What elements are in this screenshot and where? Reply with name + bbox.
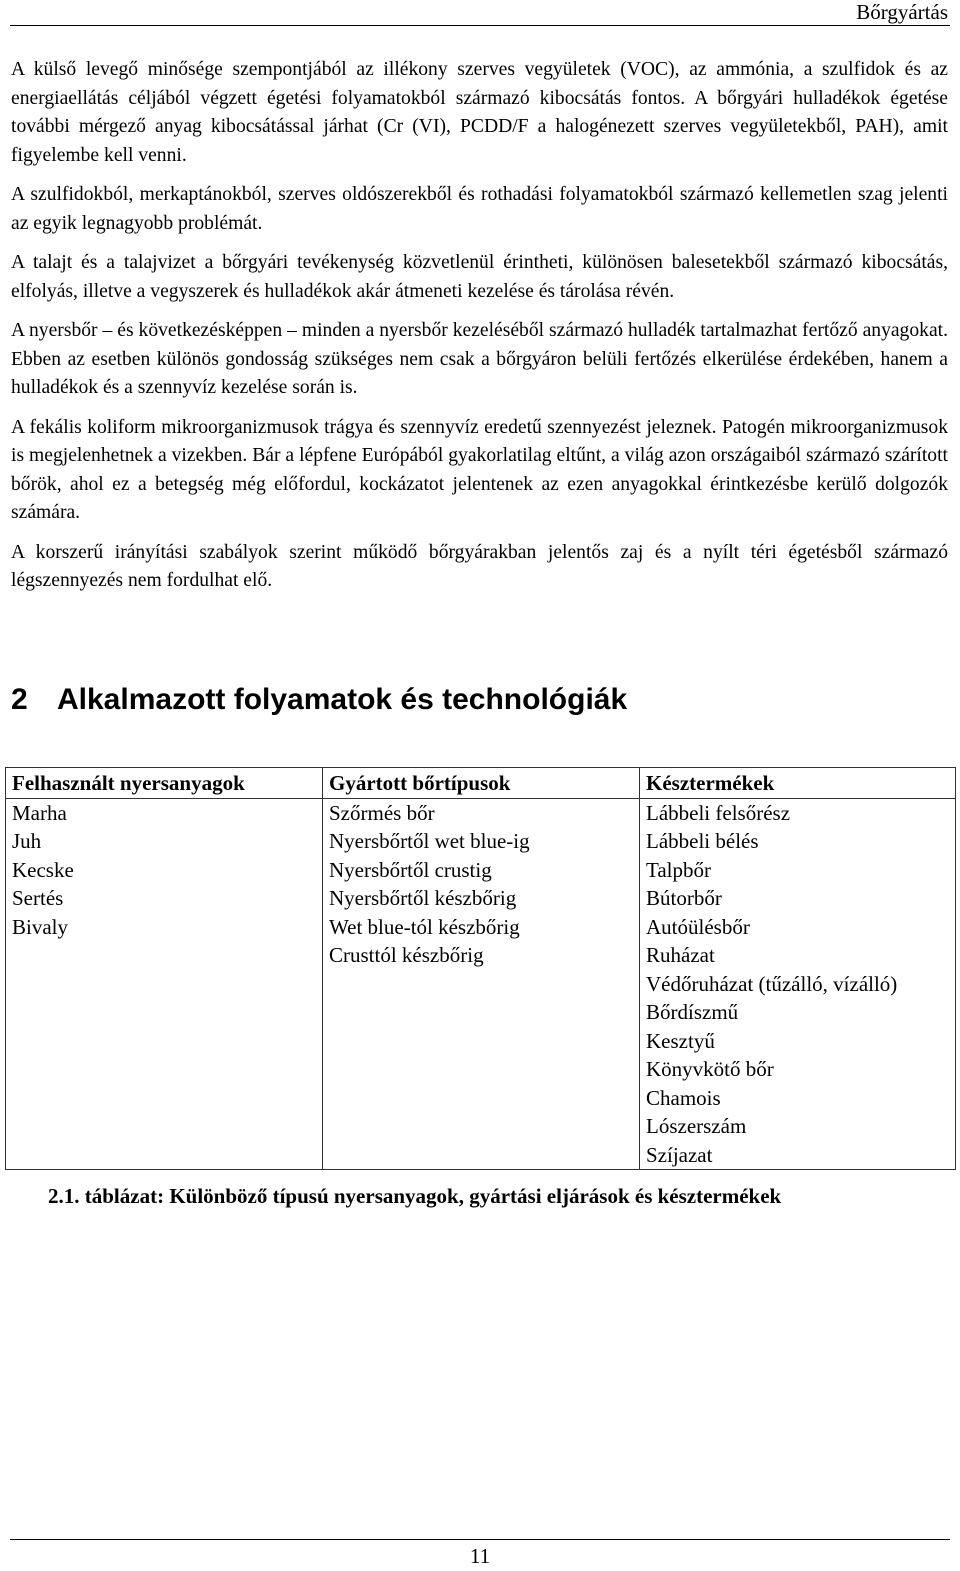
- body-text: [11, 56, 948, 607]
- section-title: Alkalmazott folyamatok és technológiák: [57, 683, 628, 716]
- list-item: Lábbeli bélés: [646, 829, 759, 853]
- list-item: Lószerszám: [646, 1114, 747, 1138]
- header-rule: [10, 25, 950, 26]
- section-number: 2: [11, 683, 28, 716]
- list-item: Szőrmés bőr: [329, 800, 435, 825]
- paragraph-air-quality: A külső levegő minősége szempontjából az illékony szerves vegyületek (VOC), az ammónia, a szulfidok és az energiaellátás céljából végzett égetési folyamatokból származó kibocsátás fontos. A bőrgyári hulladékok égetése további mérgező anyag kibocsátással járhat (Cr (VI), PCDD/F a halogénezett szerves vegyületekből, PAH), amit figyelembe kell venni.: [11, 59, 948, 166]
- leather-types-cell: [323, 798, 640, 1170]
- column-header-finished-products: Késztermékek: [640, 768, 956, 799]
- paragraph-odour: A szulfidokból, merkaptánokból, szerves oldószerekből és rothadási folyamatokból származó kellemetlen szag jelenti az egyik legnagyobb problémát.: [11, 184, 948, 234]
- list-item: Kecske: [12, 857, 74, 882]
- list-item: Védőruházat (tűzálló, vízálló): [646, 971, 898, 996]
- finished-products-cell: [640, 798, 956, 1170]
- list-item: Szíjazat: [646, 1142, 713, 1167]
- list-item: Marha: [12, 800, 67, 825]
- page-number: 11: [469, 1544, 491, 1568]
- paragraph-microorganisms: A fekális koliform mikroorganizmusok trágya és szennyvíz eredetű szennyezést jeleznek. Patogén mikroorganizmusok is megjelenhetnek a vizekben. Bár a lépfene Európából gyakorlatilag eltűnt, a világ azon országaiból származó szárított bőrök, ahol ez a betegség még előfordul, kockázatot jelentenek az ezen anyagokkal érintkezésbe kerülő dolgozók számára.: [11, 416, 948, 523]
- paragraph-soil: A talajt és a talajvizet a bőrgyári tevékenység közvetlenül érintheti, különösen balesetekből származó kibocsátás, elfolyás, illetve a vegyszerek és hulladékok akár átmeneti kezelése és tárolása révén.: [11, 252, 948, 302]
- list-item: Crusttól készbőrig: [329, 943, 484, 967]
- list-item: Kesztyű: [646, 1028, 715, 1053]
- footer-rule: [10, 1539, 950, 1540]
- list-item: Könyvkötő bőr: [646, 1057, 774, 1081]
- table-caption: 2.1. táblázat: Különböző típusú nyersanyagok, gyártási eljárások és késztermékek: [48, 1184, 782, 1208]
- list-item: Bútorbőr: [646, 886, 722, 910]
- list-item: Lábbeli felsőrész: [646, 800, 791, 825]
- section-heading: [11, 678, 627, 722]
- running-header-title: Bőrgyártás: [856, 0, 948, 24]
- column-header-leather-types: Gyártott bőrtípusok: [323, 768, 640, 799]
- list-item: Juh: [12, 829, 42, 853]
- list-item: Bivaly: [12, 914, 68, 939]
- list-item: Sertés: [12, 886, 64, 910]
- list-item: Bőrdíszmű: [646, 1000, 739, 1024]
- list-item: Nyersbőrtől wet blue-ig: [329, 829, 530, 853]
- list-item: Ruházat: [646, 943, 715, 967]
- paragraph-noise: A korszerű irányítási szabályok szerint működő bőrgyárakban jelentős zaj és a nyílt téri égetésből származó légszennyezés nem fordulhat elő.: [11, 541, 948, 591]
- column-header-raw-materials: Felhasznált nyersanyagok: [6, 768, 323, 799]
- table-header-row: [6, 768, 956, 799]
- materials-table: [5, 767, 956, 1170]
- paragraph-infection: A nyersbőr – és következésképpen – minden a nyersbőr kezeléséből származó hulladék tartalmazhat fertőző anyagokat. Ebben az esetben különös gondosság szükséges nem csak a bőrgyáron belüli fertőzés elkerülése érdekében, hanem a hulladékok és a szennyvíz kezelése során is.: [11, 320, 948, 398]
- list-item: Talpbőr: [646, 857, 712, 882]
- list-item: Autóülésbőr: [646, 914, 750, 939]
- list-item: Chamois: [646, 1085, 721, 1110]
- table-row: [6, 798, 956, 1170]
- raw-materials-cell: [6, 798, 323, 1170]
- list-item: Nyersbőrtől crustig: [329, 857, 492, 882]
- list-item: Nyersbőrtől készbőrig: [329, 886, 517, 910]
- list-item: Wet blue-tól készbőrig: [329, 914, 520, 939]
